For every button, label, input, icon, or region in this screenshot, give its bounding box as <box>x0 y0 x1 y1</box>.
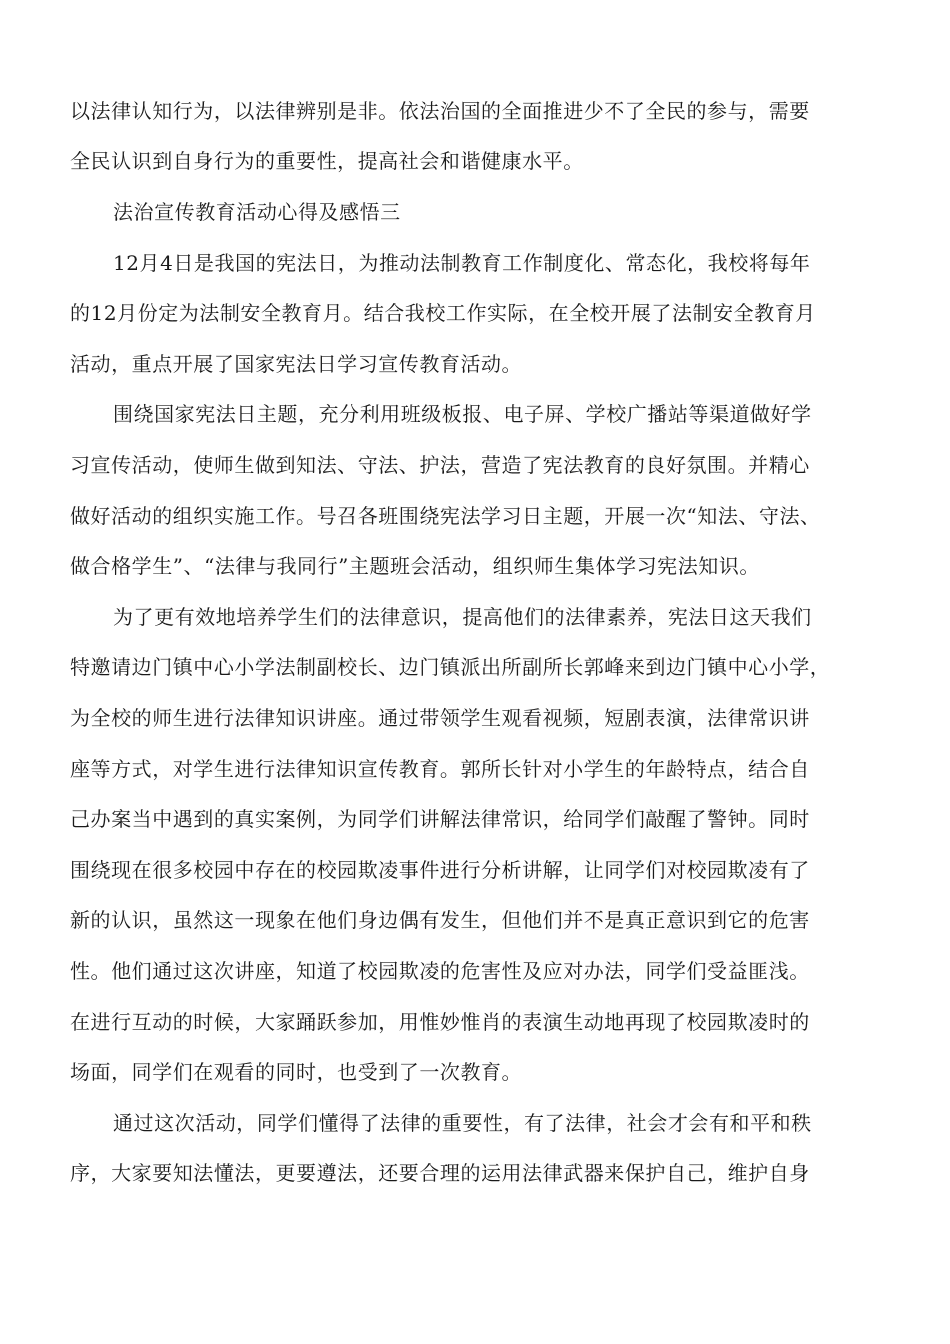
text-line: 12月4日是我国的宪法日，为推动法制教育工作制度化、常态化，我校将每年 <box>113 251 811 275</box>
text-line: 习宣传活动，使师生做到知法、守法、护法，营造了宪法教育的良好氛围。并精心 <box>70 453 810 477</box>
text-line: 场面，同学们在观看的同时，也受到了一次教育。 <box>70 1060 523 1084</box>
text-line: 通过这次活动，同学们懂得了法律的重要性，有了法律，社会才会有和平和秩 <box>113 1111 812 1135</box>
text-line: 活动，重点开展了国家宪法日学习宣传教育活动。 <box>70 352 523 376</box>
text-line: 全民认识到自身行为的重要性，提高社会和谐健康水平。 <box>70 149 584 173</box>
text-line: 做好活动的组织实施工作。号召各班围绕宪法学习日主题，开展一次“知法、守法、 <box>70 504 821 528</box>
text-line: 围绕现在很多校园中存在的校园欺凌事件进行分析讲解，让同学们对校园欺凌有了 <box>70 858 810 882</box>
text-line: 为了更有效地培养学生们的法律意识，提高他们的法律素养，宪法日这天我们 <box>113 605 812 629</box>
text-line: 序，大家要知法懂法，更要遵法，还要合理的运用法律武器来保护自己，维护自身 <box>70 1161 810 1185</box>
text-line: 做合格学生”、“法律与我同行”主题班会活动，组织师生集体学习宪法知识。 <box>70 554 760 578</box>
text-line: 己办案当中遇到的真实案例，为同学们讲解法律常识，给同学们敲醒了警钟。同时 <box>70 807 810 831</box>
text-line: 在进行互动的时候，大家踊跃参加，用惟妙惟肖的表演生动地再现了校园欺凌时的 <box>70 1010 810 1034</box>
section-heading: 法治宣传教育活动心得及感悟三 <box>113 200 401 224</box>
text-line: 为全校的师生进行法律知识讲座。通过带领学生观看视频，短剧表演，法律常识讲 <box>70 706 810 730</box>
text-line: 围绕国家宪法日主题，充分利用班级板报、电子屏、学校广播站等渠道做好学 <box>113 402 812 426</box>
text-line: 以法律认知行为，以法律辨别是非。依法治国的全面推进少不了全民的参与，需要 <box>70 99 810 123</box>
text-line: 的12月份定为法制安全教育月。结合我校工作实际，在全校开展了法制安全教育月 <box>70 301 816 325</box>
text-line: 特邀请边门镇中心小学法制副校长、边门镇派出所副所长郭峰来到边门镇中心小学， <box>70 655 831 679</box>
text-line: 性。他们通过这次讲座，知道了校园欺凌的危害性及应对办法，同学们受益匪浅。 <box>70 959 810 983</box>
text-line: 新的认识，虽然这一现象在他们身边偶有发生，但他们并不是真正意识到它的危害 <box>70 908 810 932</box>
text-line: 座等方式，对学生进行法律知识宣传教育。郭所长针对小学生的年龄特点，结合自 <box>70 757 810 781</box>
